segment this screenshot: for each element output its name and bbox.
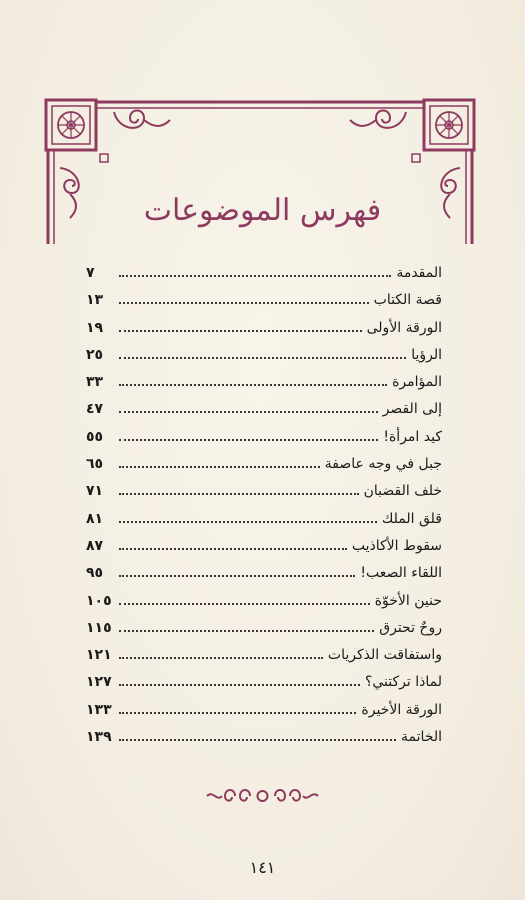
toc-entry-title: جبل في وجه عاصفة bbox=[324, 456, 442, 473]
toc-entry-title: لماذا تركتني؟ bbox=[364, 674, 442, 691]
toc-entry-title: حنين الأخوّة bbox=[374, 592, 442, 609]
toc-dot-leader bbox=[119, 711, 356, 714]
toc-entry-page-number: ٦٥ bbox=[86, 456, 104, 473]
toc-entry-title: اللقاء الصعب! bbox=[360, 565, 442, 582]
toc-entry[interactable] bbox=[86, 456, 442, 483]
toc-entry-page-number: ٨١ bbox=[86, 510, 104, 527]
toc-dot-leader bbox=[119, 520, 377, 523]
toc-entry[interactable] bbox=[86, 429, 442, 456]
toc-entry-title: خلف القضبان bbox=[363, 483, 442, 500]
toc-entry-page-number: ٧ bbox=[86, 265, 95, 281]
toc-entry-title: الورقة الأخيرة bbox=[361, 701, 442, 718]
toc-entry[interactable] bbox=[86, 702, 442, 729]
toc-dot-leader bbox=[119, 329, 362, 332]
toc-entry-page-number: ١٠٥ bbox=[86, 592, 112, 609]
toc-entry-page-number: ٩٥ bbox=[86, 565, 104, 582]
toc-entry-page-number: ٤٧ bbox=[86, 401, 104, 418]
toc-entry-title: الرؤيا bbox=[411, 346, 442, 363]
toc-entry-page-number: ٨٧ bbox=[86, 537, 104, 554]
toc-entry-title: قصة الكتاب bbox=[373, 292, 442, 309]
toc-entry-title: قلق الملك bbox=[381, 510, 442, 527]
toc-entry[interactable] bbox=[86, 729, 442, 756]
page-title: فهرس الموضوعات bbox=[143, 193, 382, 228]
table-of-contents bbox=[86, 265, 442, 756]
toc-entry-title: كيد امرأة! bbox=[383, 428, 442, 445]
toc-dot-leader bbox=[119, 356, 406, 359]
toc-entry[interactable] bbox=[86, 511, 442, 538]
toc-dot-leader bbox=[119, 438, 378, 441]
toc-entry-page-number: ٣٣ bbox=[86, 374, 104, 391]
toc-entry[interactable] bbox=[86, 401, 442, 428]
toc-entry-title: الورقة الأولى bbox=[366, 319, 442, 336]
toc-dot-leader bbox=[119, 574, 355, 577]
toc-entry-page-number: ١٣٣ bbox=[86, 701, 112, 718]
toc-entry-title: الخاتمة bbox=[401, 729, 442, 746]
page-number: ١٤١ bbox=[249, 858, 276, 877]
toc-dot-leader bbox=[119, 492, 359, 495]
toc-entry[interactable] bbox=[86, 320, 442, 347]
toc-entry[interactable] bbox=[86, 292, 442, 319]
toc-dot-leader bbox=[119, 602, 370, 605]
toc-dot-leader bbox=[119, 465, 320, 468]
toc-dot-leader bbox=[119, 547, 347, 550]
toc-entry-title: واستفاقت الذكريات bbox=[327, 647, 442, 664]
toc-entry-page-number: ١٢٧ bbox=[86, 674, 112, 691]
toc-dot-leader bbox=[119, 656, 323, 659]
toc-entry[interactable] bbox=[86, 620, 442, 647]
toc-entry[interactable] bbox=[86, 265, 442, 292]
toc-dot-leader bbox=[119, 383, 387, 386]
toc-entry[interactable] bbox=[86, 565, 442, 592]
toc-entry-page-number: ١١٥ bbox=[86, 619, 112, 636]
toc-entry-page-number: ٥٥ bbox=[86, 428, 104, 445]
toc-entry-page-number: ٢٥ bbox=[86, 346, 104, 363]
toc-entry[interactable] bbox=[86, 674, 442, 701]
toc-dot-leader bbox=[119, 738, 396, 741]
toc-entry-title: إلى القصر bbox=[382, 401, 442, 418]
toc-entry-page-number: ١٣ bbox=[86, 292, 104, 309]
toc-entry[interactable] bbox=[86, 374, 442, 401]
toc-dot-leader bbox=[119, 683, 360, 686]
toc-entry-title: سقوط الأكاذيب bbox=[351, 537, 442, 554]
toc-entry[interactable] bbox=[86, 647, 442, 674]
toc-entry-title: المقدمة bbox=[396, 265, 442, 281]
toc-dot-leader bbox=[119, 629, 374, 632]
toc-dot-leader bbox=[119, 301, 369, 304]
toc-dot-leader bbox=[119, 274, 391, 277]
toc-entry[interactable] bbox=[86, 593, 442, 620]
toc-entry-page-number: ١٣٩ bbox=[86, 729, 112, 746]
toc-dot-leader bbox=[119, 410, 378, 413]
toc-entry[interactable] bbox=[86, 347, 442, 374]
toc-entry-page-number: ١٢١ bbox=[86, 647, 112, 664]
toc-entry-page-number: ٧١ bbox=[86, 483, 104, 500]
toc-entry[interactable] bbox=[86, 483, 442, 510]
floral-divider-icon bbox=[205, 782, 320, 810]
toc-entry-title: المؤامرة bbox=[392, 374, 442, 391]
toc-entry[interactable] bbox=[86, 538, 442, 565]
toc-entry-title: روحٌ تحترق bbox=[379, 619, 442, 636]
toc-entry-page-number: ١٩ bbox=[86, 319, 104, 336]
